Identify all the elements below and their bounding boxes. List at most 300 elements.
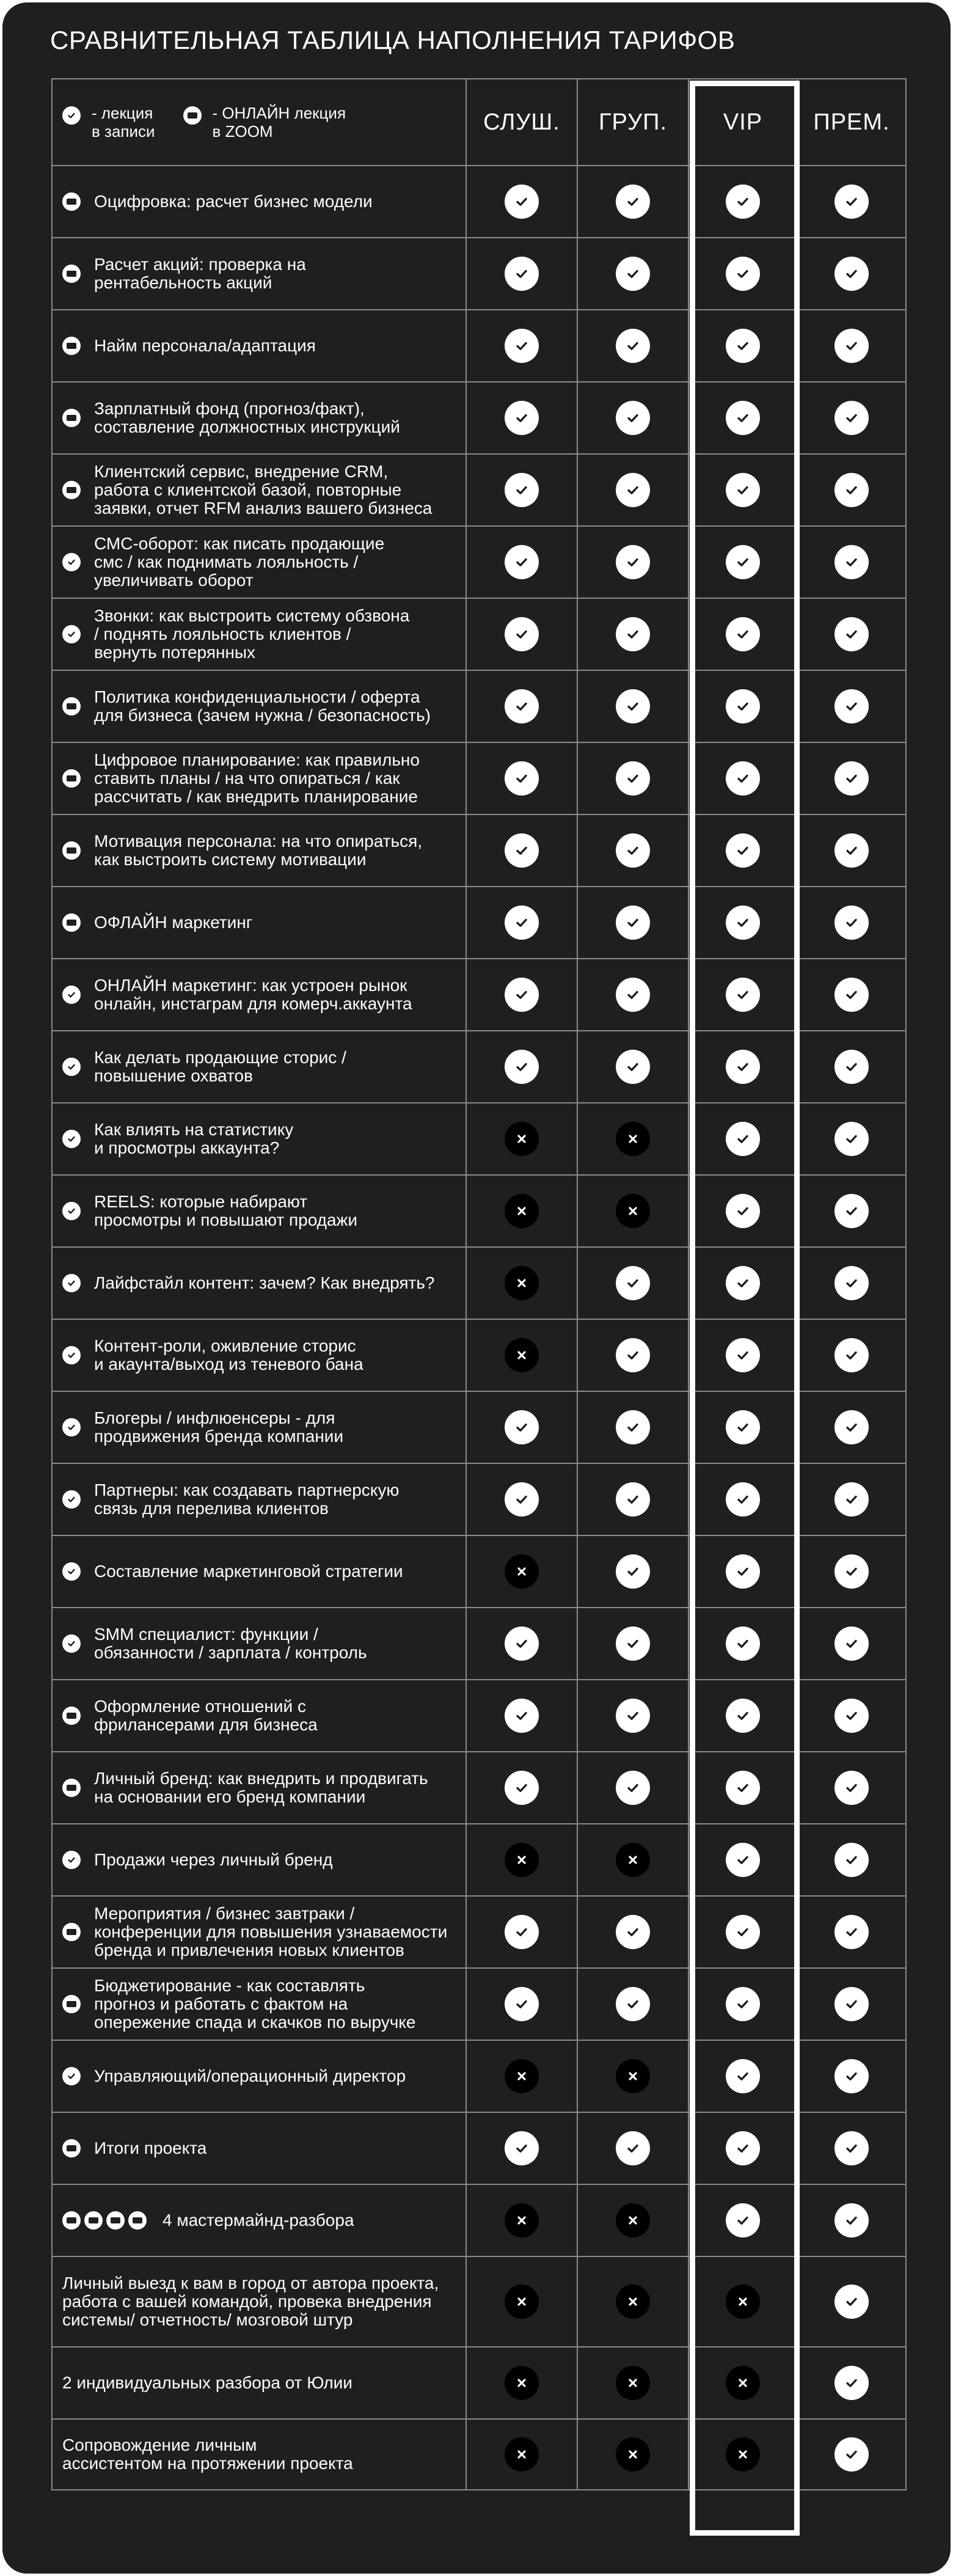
row-topic-cell (51, 1967, 466, 2040)
availability-cell-listener (466, 1391, 577, 1463)
cross-icon (616, 1843, 650, 1877)
table-row (51, 742, 907, 814)
table-row (51, 670, 907, 742)
availability-cell-group (577, 1535, 688, 1607)
row-topic-text: Клиентский сервис, внедрение CRM, работа с клиентской базой, повторные заявки, отчет RFM анализ вашего бизнеса (94, 462, 433, 518)
row-topic-text: 2 индивидуальных разбора от Юлии (62, 2373, 352, 2392)
check-icon (616, 401, 650, 435)
row-topic-cell (51, 1535, 466, 1607)
table-row (51, 2418, 907, 2490)
check-icon (726, 329, 760, 363)
cross-icon (505, 2059, 539, 2093)
cross-icon (616, 1122, 650, 1156)
cross-icon (505, 1194, 539, 1228)
availability-cell-listener (466, 1895, 577, 1967)
column-header-group: ГРУП. (577, 78, 688, 165)
cross-icon (505, 1122, 539, 1156)
check-icon (616, 257, 650, 291)
check-icon (726, 689, 760, 723)
availability-cell-listener (466, 237, 577, 309)
row-topic-text: Составление маркетинговой стратегии (94, 1562, 403, 1581)
column-header-premium: ПРЕМ. (797, 78, 907, 165)
table-row (51, 2256, 907, 2346)
table-row (51, 525, 907, 598)
row-topic-text: Продажи через личный бренд (94, 1850, 333, 1869)
check-icon (616, 329, 650, 363)
availability-cell-vip (688, 2256, 797, 2346)
check-icon (505, 2131, 539, 2165)
availability-cell-premium (797, 886, 907, 958)
availability-cell-vip (688, 2346, 797, 2418)
availability-cell-vip (688, 237, 797, 309)
recorded-lecture-icon (62, 1418, 81, 1436)
check-icon (726, 1554, 760, 1589)
row-topic-cell (51, 2256, 466, 2346)
availability-cell-premium (797, 525, 907, 598)
row-topic-cell (51, 958, 466, 1030)
check-icon (616, 1626, 650, 1661)
availability-cell-group (577, 1030, 688, 1102)
check-icon (834, 1987, 869, 2021)
check-icon (726, 1410, 760, 1444)
availability-cell-premium (797, 1751, 907, 1823)
cross-icon (616, 2059, 650, 2093)
availability-cell-vip (688, 1030, 797, 1102)
row-topic-cell (51, 2418, 466, 2490)
online-zoom-icon (62, 337, 81, 355)
row-topic-text: Контент-роли, оживление сторис и акаунта/выход из теневого бана (94, 1336, 363, 1374)
check-icon (505, 617, 539, 651)
row-topic-cell (51, 1246, 466, 1319)
table-row (51, 886, 907, 958)
check-icon (726, 1338, 760, 1372)
recorded-lecture-icon (62, 1202, 81, 1220)
online-zoom-icon (106, 2211, 125, 2230)
availability-cell-listener (466, 886, 577, 958)
row-topic-text: Расчет акций: проверка на рентабельность акций (94, 255, 306, 292)
cross-icon (616, 2437, 650, 2472)
row-topic-text: Найм персонала/адаптация (94, 336, 316, 355)
availability-cell-vip (688, 1246, 797, 1319)
availability-cell-listener (466, 309, 577, 381)
table-row (51, 309, 907, 381)
row-topic-cell (51, 598, 466, 670)
check-icon (726, 906, 760, 940)
cross-icon (505, 2437, 539, 2472)
check-icon (726, 1122, 760, 1156)
row-topic-text: Как влиять на статистику и просмотры аккаунта? (94, 1120, 294, 1157)
check-icon (616, 1915, 650, 1949)
row-topic-text: REELS: которые набирают просмотры и повышают продажи (94, 1192, 357, 1229)
check-icon (726, 1050, 760, 1084)
availability-cell-group (577, 1174, 688, 1246)
availability-cell-vip (688, 1391, 797, 1463)
cross-icon (505, 1338, 539, 1372)
availability-cell-premium (797, 1607, 907, 1679)
availability-cell-listener (466, 1319, 577, 1391)
column-header-vip: VIP (688, 78, 797, 165)
row-topic-cell (51, 309, 466, 381)
table-row (51, 598, 907, 670)
check-icon (616, 617, 650, 651)
availability-cell-listener (466, 1246, 577, 1319)
table-row (51, 381, 907, 453)
check-icon (505, 473, 539, 507)
cross-icon (505, 2285, 539, 2319)
online-zoom-icon-group (62, 2211, 150, 2230)
row-topic-cell (51, 1679, 466, 1751)
check-icon (505, 185, 539, 219)
availability-cell-group (577, 1463, 688, 1535)
availability-cell-premium (797, 309, 907, 381)
online-zoom-icon (128, 2211, 147, 2230)
recorded-lecture-icon (62, 106, 81, 125)
availability-cell-vip (688, 598, 797, 670)
availability-cell-listener (466, 453, 577, 525)
check-icon (505, 761, 539, 796)
check-icon (616, 833, 650, 868)
row-topic-text: Зарплатный фонд (прогноз/факт), составление должностных инструкций (94, 399, 400, 436)
check-icon (616, 2131, 650, 2165)
row-topic-cell (51, 1463, 466, 1535)
check-icon (505, 906, 539, 940)
availability-cell-group (577, 381, 688, 453)
online-zoom-icon (84, 2211, 103, 2230)
availability-cell-listener (466, 670, 577, 742)
check-icon (726, 401, 760, 435)
availability-cell-vip (688, 2040, 797, 2112)
check-icon (505, 1050, 539, 1084)
check-icon (505, 1410, 539, 1444)
recorded-lecture-icon (62, 986, 81, 1004)
cross-icon (726, 2366, 760, 2400)
availability-cell-vip (688, 1823, 797, 1895)
availability-cell-listener (466, 1535, 577, 1607)
check-icon (726, 473, 760, 507)
check-icon (834, 2131, 869, 2165)
check-icon (726, 1843, 760, 1877)
check-icon (834, 978, 869, 1012)
availability-cell-vip (688, 742, 797, 814)
availability-cell-premium (797, 1319, 907, 1391)
table-row (51, 1319, 907, 1391)
table-row (51, 1463, 907, 1535)
availability-cell-group (577, 525, 688, 598)
check-icon (834, 1554, 869, 1589)
availability-cell-vip (688, 1679, 797, 1751)
availability-cell-group (577, 1391, 688, 1463)
check-icon (505, 1626, 539, 1661)
check-icon (616, 1266, 650, 1300)
availability-cell-vip (688, 1463, 797, 1535)
legend-recorded-label: - лекция в записи (92, 104, 155, 141)
row-topic-cell (51, 2346, 466, 2418)
check-icon (616, 545, 650, 579)
availability-cell-group (577, 2112, 688, 2184)
table-row (51, 453, 907, 525)
check-icon (834, 906, 869, 940)
row-topic-cell (51, 381, 466, 453)
availability-cell-listener (466, 165, 577, 237)
check-icon (726, 2203, 760, 2238)
availability-cell-premium (797, 1246, 907, 1319)
availability-cell-premium (797, 1102, 907, 1174)
row-topic-cell (51, 2040, 466, 2112)
availability-cell-premium (797, 165, 907, 237)
row-topic-cell (51, 1319, 466, 1391)
check-icon (726, 978, 760, 1012)
availability-cell-vip (688, 1607, 797, 1679)
check-icon (616, 978, 650, 1012)
check-icon (834, 2366, 869, 2400)
check-icon (834, 329, 869, 363)
check-icon (726, 833, 760, 868)
availability-cell-premium (797, 237, 907, 309)
online-zoom-icon (62, 409, 81, 427)
online-zoom-icon (62, 769, 81, 788)
recorded-lecture-icon (62, 1490, 81, 1509)
recorded-lecture-icon (62, 1058, 81, 1076)
availability-cell-vip (688, 1535, 797, 1607)
online-zoom-icon (62, 2211, 81, 2230)
availability-cell-vip (688, 525, 797, 598)
check-icon (834, 1843, 869, 1877)
availability-cell-listener (466, 2040, 577, 2112)
availability-cell-group (577, 886, 688, 958)
cross-icon (505, 1843, 539, 1877)
check-icon (726, 617, 760, 651)
row-topic-text: ОФЛАЙН маркетинг (94, 913, 253, 932)
availability-cell-premium (797, 2346, 907, 2418)
check-icon (726, 185, 760, 219)
row-topic-text: Звонки: как выстроить систему обзвона / поднять лояльность клиентов / вернуть потерянных (94, 606, 410, 662)
availability-cell-listener (466, 2418, 577, 2490)
row-topic-text: Итоги проекта (94, 2139, 207, 2157)
check-icon (616, 185, 650, 219)
check-icon (834, 761, 869, 796)
row-topic-cell (51, 1174, 466, 1246)
cross-icon (505, 2366, 539, 2400)
availability-cell-premium (797, 1967, 907, 2040)
availability-cell-listener (466, 742, 577, 814)
table-row (51, 1967, 907, 2040)
check-icon (505, 545, 539, 579)
recorded-lecture-icon (62, 1274, 81, 1292)
availability-cell-vip (688, 2418, 797, 2490)
check-icon (726, 1482, 760, 1517)
check-icon (834, 2059, 869, 2093)
check-icon (726, 1915, 760, 1949)
check-icon (616, 906, 650, 940)
check-icon (616, 1771, 650, 1805)
availability-cell-group (577, 1246, 688, 1319)
row-topic-text: SMM специалист: функции / обязанности / зарплата / контроль (94, 1625, 367, 1662)
row-topic-text: Мотивация персонала: на что опираться, как выстроить систему мотивации (94, 832, 423, 869)
availability-cell-listener (466, 1030, 577, 1102)
check-icon (834, 1122, 869, 1156)
cross-icon (616, 2285, 650, 2319)
check-icon (834, 1050, 869, 1084)
online-zoom-icon (62, 841, 81, 860)
availability-cell-listener (466, 1607, 577, 1679)
check-icon (834, 1266, 869, 1300)
row-topic-text: Управляющий/операционный директор (94, 2066, 406, 2085)
check-icon (834, 1771, 869, 1805)
check-icon (726, 1699, 760, 1733)
availability-cell-vip (688, 1319, 797, 1391)
row-topic-cell (51, 525, 466, 598)
check-icon (834, 545, 869, 579)
check-icon (616, 1987, 650, 2021)
table-row (51, 2184, 907, 2256)
check-icon (616, 761, 650, 796)
availability-cell-vip (688, 381, 797, 453)
row-topic-text: Мероприятия / бизнес завтраки / конференции для повышения узнаваемости бренда и привлечения новых клиентов (94, 1904, 448, 1959)
table-row (51, 958, 907, 1030)
row-topic-text: Цифровое планирование: как правильно ставить планы / на что опираться / как рассчитать / как внедрить планирование (94, 750, 420, 806)
cross-icon (505, 2203, 539, 2238)
availability-cell-group (577, 2418, 688, 2490)
row-topic-text: ОНЛАЙН маркетинг: как устроен рынок онлайн, инстаграм для комерч.аккаунта (94, 976, 412, 1013)
check-icon (505, 1699, 539, 1733)
row-topic-cell (51, 1391, 466, 1463)
tariff-comparison-card (2, 2, 951, 2574)
check-icon (616, 689, 650, 723)
availability-cell-premium (797, 2184, 907, 2256)
row-topic-cell (51, 2184, 466, 2256)
row-topic-text: Лайфстайл контент: зачем? Как внедрять? (94, 1273, 435, 1292)
row-topic-cell (51, 814, 466, 886)
availability-cell-listener (466, 525, 577, 598)
row-topic-text: 4 мастермайнд-разбора (162, 2211, 354, 2230)
check-icon (834, 833, 869, 868)
availability-cell-vip (688, 886, 797, 958)
availability-cell-listener (466, 1823, 577, 1895)
check-icon (505, 978, 539, 1012)
row-topic-cell (51, 670, 466, 742)
availability-cell-group (577, 2040, 688, 2112)
availability-cell-vip (688, 2112, 797, 2184)
check-icon (505, 1482, 539, 1517)
check-icon (505, 257, 539, 291)
availability-cell-vip (688, 1174, 797, 1246)
table-row (51, 1607, 907, 1679)
table-row (51, 1391, 907, 1463)
availability-cell-group (577, 1679, 688, 1751)
availability-cell-listener (466, 1174, 577, 1246)
check-icon (834, 689, 869, 723)
availability-cell-vip (688, 1967, 797, 2040)
check-icon (505, 833, 539, 868)
availability-cell-listener (466, 2184, 577, 2256)
check-icon (834, 1338, 869, 1372)
row-topic-text: Личный выезд к вам в город от автора проекта, работа с вашей командой, провека внедрения системы/ отчетность/ мозговой штур (62, 2274, 439, 2329)
availability-cell-group (577, 2184, 688, 2256)
row-topic-cell (51, 1102, 466, 1174)
availability-cell-group (577, 309, 688, 381)
availability-cell-premium (797, 670, 907, 742)
column-header-listener: СЛУШ. (466, 78, 577, 165)
online-zoom-icon (62, 1923, 81, 1941)
check-icon (726, 761, 760, 796)
availability-cell-premium (797, 814, 907, 886)
row-topic-text: Как делать продающие сторис / повышение охватов (94, 1048, 346, 1085)
availability-cell-vip (688, 2184, 797, 2256)
row-topic-cell (51, 1751, 466, 1823)
availability-cell-listener (466, 381, 577, 453)
availability-cell-group (577, 958, 688, 1030)
check-icon (726, 1626, 760, 1661)
row-topic-cell (51, 2112, 466, 2184)
check-icon (726, 1987, 760, 2021)
availability-cell-group (577, 2346, 688, 2418)
availability-cell-premium (797, 1391, 907, 1463)
row-topic-cell (51, 742, 466, 814)
check-icon (834, 257, 869, 291)
availability-cell-premium (797, 2256, 907, 2346)
check-icon (505, 1771, 539, 1805)
page-title: СРАВНИТЕЛЬНАЯ ТАБЛИЦА НАПОЛНЕНИЯ ТАРИФОВ (50, 26, 736, 54)
row-topic-cell (51, 1607, 466, 1679)
availability-cell-listener (466, 958, 577, 1030)
row-topic-cell (51, 1895, 466, 1967)
availability-cell-listener (466, 1463, 577, 1535)
check-icon (616, 1050, 650, 1084)
check-icon (834, 2437, 869, 2472)
table-row (51, 1823, 907, 1895)
availability-cell-vip (688, 1751, 797, 1823)
check-icon (726, 257, 760, 291)
availability-cell-vip (688, 958, 797, 1030)
availability-cell-premium (797, 1174, 907, 1246)
check-icon (834, 617, 869, 651)
availability-cell-vip (688, 814, 797, 886)
recorded-lecture-icon (62, 625, 81, 643)
row-topic-cell (51, 1823, 466, 1895)
table-row (51, 165, 907, 237)
row-topic-text: СМС-оборот: как писать продающие смс / как поднимать лояльность / увеличивать оборот (94, 534, 385, 590)
availability-cell-group (577, 1751, 688, 1823)
table-row (51, 814, 907, 886)
availability-cell-premium (797, 1030, 907, 1102)
check-icon (834, 1410, 869, 1444)
availability-cell-premium (797, 1535, 907, 1607)
check-icon (834, 185, 869, 219)
availability-cell-group (577, 742, 688, 814)
check-icon (616, 473, 650, 507)
availability-cell-group (577, 1607, 688, 1679)
check-icon (616, 1554, 650, 1589)
cross-icon (616, 1194, 650, 1228)
cross-icon (616, 2366, 650, 2400)
row-topic-text: Политика конфиденциальности / оферта для бизнеса (зачем нужна / безопасность) (94, 687, 431, 725)
online-zoom-icon (62, 1779, 81, 1797)
table-row (51, 1679, 907, 1751)
availability-cell-group (577, 1823, 688, 1895)
availability-cell-premium (797, 1463, 907, 1535)
check-icon (505, 329, 539, 363)
table-row (51, 1895, 907, 1967)
availability-cell-premium (797, 2040, 907, 2112)
availability-cell-listener (466, 1679, 577, 1751)
check-icon (834, 1915, 869, 1949)
table-row (51, 2040, 907, 2112)
check-icon (726, 2131, 760, 2165)
row-topic-text: Сопровождение личным ассистентом на протяжении проекта (62, 2435, 353, 2473)
legend-online (183, 104, 346, 141)
table-row (51, 1102, 907, 1174)
recorded-lecture-icon (62, 2067, 81, 2085)
